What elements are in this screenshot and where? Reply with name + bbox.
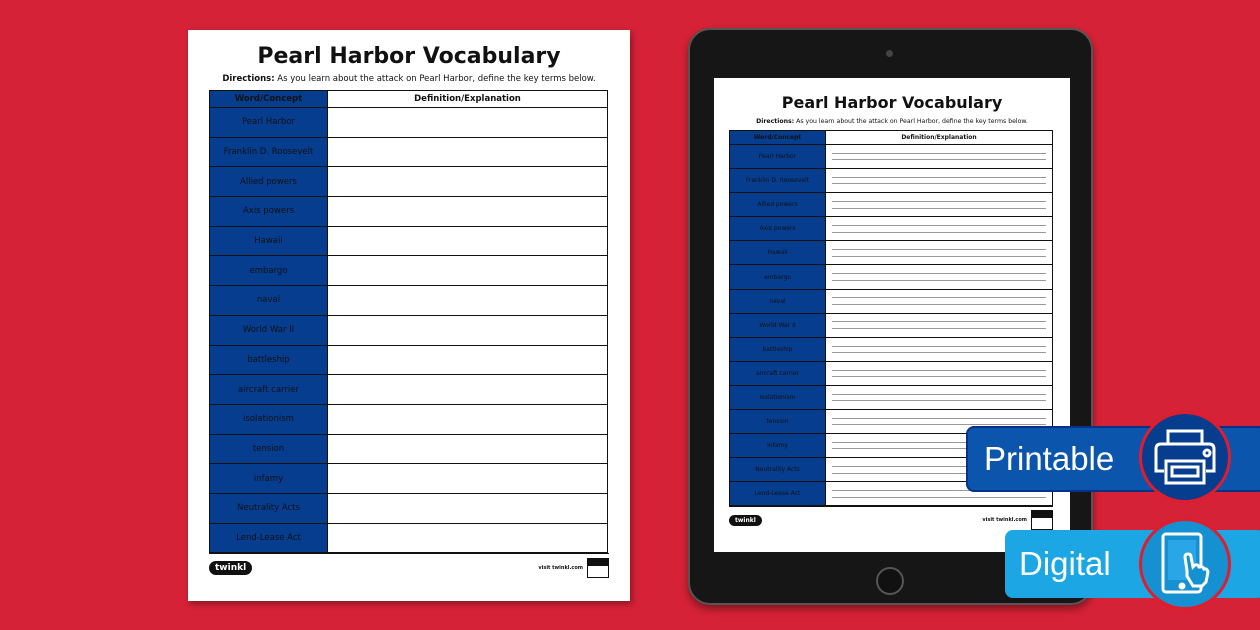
term-cell: Allied powers [730, 193, 826, 217]
term-cell: aircraft carrier [210, 375, 328, 405]
definition-cell[interactable] [328, 137, 608, 167]
term-cell: isolationism [210, 404, 328, 434]
table-row [210, 226, 608, 256]
table-row [730, 385, 1053, 409]
printer-icon [1139, 411, 1231, 503]
definition-cell[interactable] [328, 523, 608, 553]
table-row [730, 217, 1053, 241]
directions-text: As you learn about the attack on Pearl Harbor, define the key terms below. [274, 74, 596, 84]
table-row [210, 256, 608, 286]
directions-text: As you learn about the attack on Pearl Harbor, define the key terms below. [794, 118, 1028, 125]
camera-icon [886, 50, 893, 57]
definition-cell[interactable] [328, 493, 608, 523]
definition-cell[interactable] [826, 385, 1053, 409]
term-cell: Allied powers [210, 167, 328, 197]
table-row [210, 493, 608, 523]
digital-label: Digital [1019, 545, 1111, 582]
tablet-device [688, 28, 1093, 605]
term-cell: Axis powers [730, 217, 826, 241]
table-row [210, 345, 608, 375]
table-row [210, 375, 608, 405]
table-row [730, 169, 1053, 193]
printable-worksheet [188, 30, 630, 601]
home-button[interactable] [876, 567, 904, 595]
definition-cell[interactable] [826, 193, 1053, 217]
term-cell: Pearl Harbor [210, 108, 328, 138]
definition-cell[interactable] [826, 145, 1053, 169]
term-cell: naval [210, 286, 328, 316]
term-cell: Franklin D. Roosevelt [730, 169, 826, 193]
definition-cell[interactable] [328, 434, 608, 464]
term-cell: battleship [730, 337, 826, 361]
header-word: Word/Concept [210, 91, 328, 108]
definition-cell[interactable] [328, 345, 608, 375]
footer [209, 553, 609, 578]
table-row [210, 315, 608, 345]
term-cell: embargo [730, 265, 826, 289]
term-cell: Hawaii [210, 226, 328, 256]
definition-cell[interactable] [826, 361, 1053, 385]
term-cell: tension [210, 434, 328, 464]
term-cell: Franklin D. Roosevelt [210, 137, 328, 167]
term-cell: infamy [210, 464, 328, 494]
table-row [210, 167, 608, 197]
header-word: Word/Concept [730, 131, 826, 145]
directions [714, 118, 1070, 125]
term-cell: World War II [730, 313, 826, 337]
footer-url: visit twinkl.com [538, 565, 583, 571]
definition-cell[interactable] [328, 375, 608, 405]
term-cell: Lend-Lease Act [210, 523, 328, 553]
definition-cell[interactable] [826, 337, 1053, 361]
header-definition: Definition/Explanation [826, 131, 1053, 145]
table-row [210, 197, 608, 227]
directions-label: Directions: [222, 74, 275, 84]
definition-cell[interactable] [328, 256, 608, 286]
vocabulary-table [209, 90, 608, 553]
term-cell: tension [730, 410, 826, 434]
worksheet-title: Pearl Harbor Vocabulary [257, 44, 561, 69]
definition-cell[interactable] [328, 167, 608, 197]
definition-cell[interactable] [826, 217, 1053, 241]
table-row [730, 241, 1053, 265]
table-row [210, 523, 608, 553]
footer [729, 506, 1053, 530]
term-cell: Lend-Lease Act [730, 482, 826, 506]
tablet-touch-icon [1139, 518, 1231, 610]
definition-cell[interactable] [826, 169, 1053, 193]
stamp-icon [1031, 510, 1053, 530]
term-cell: aircraft carrier [730, 361, 826, 385]
definition-cell[interactable] [328, 197, 608, 227]
directions [188, 74, 630, 84]
term-cell: World War II [210, 315, 328, 345]
term-cell: Neutrality Acts [730, 458, 826, 482]
worksheet-title: Pearl Harbor Vocabulary [781, 93, 1003, 112]
definition-cell[interactable] [328, 404, 608, 434]
footer-url: visit twinkl.com [982, 517, 1027, 523]
table-row [730, 337, 1053, 361]
table-row [730, 361, 1053, 385]
definition-cell[interactable] [826, 313, 1053, 337]
definition-cell[interactable] [328, 286, 608, 316]
definition-cell[interactable] [826, 265, 1053, 289]
term-cell: Pearl Harbor [730, 145, 826, 169]
table-row [730, 193, 1053, 217]
term-cell: Axis powers [210, 197, 328, 227]
twinkl-logo: twinkl [729, 515, 762, 526]
term-cell: battleship [210, 345, 328, 375]
definition-cell[interactable] [826, 241, 1053, 265]
table-row [210, 434, 608, 464]
table-row [730, 289, 1053, 313]
term-cell: infamy [730, 434, 826, 458]
term-cell: Hawaii [730, 241, 826, 265]
definition-cell[interactable] [826, 289, 1053, 313]
definition-cell[interactable] [328, 464, 608, 494]
table-row [730, 145, 1053, 169]
table-row [730, 313, 1053, 337]
definition-cell[interactable] [328, 226, 608, 256]
table-row [210, 137, 608, 167]
table-row [210, 404, 608, 434]
header-definition: Definition/Explanation [328, 91, 608, 108]
term-cell: isolationism [730, 385, 826, 409]
stamp-icon [587, 558, 609, 578]
printable-label: Printable [984, 440, 1115, 477]
definition-cell[interactable] [328, 108, 608, 138]
table-row [210, 108, 608, 138]
table-row [210, 286, 608, 316]
table-row [730, 265, 1053, 289]
twinkl-logo: twinkl [209, 561, 252, 575]
table-row [210, 464, 608, 494]
term-cell: embargo [210, 256, 328, 286]
definition-cell[interactable] [328, 315, 608, 345]
directions-label: Directions: [756, 118, 795, 125]
term-cell: naval [730, 289, 826, 313]
term-cell: Neutrality Acts [210, 493, 328, 523]
